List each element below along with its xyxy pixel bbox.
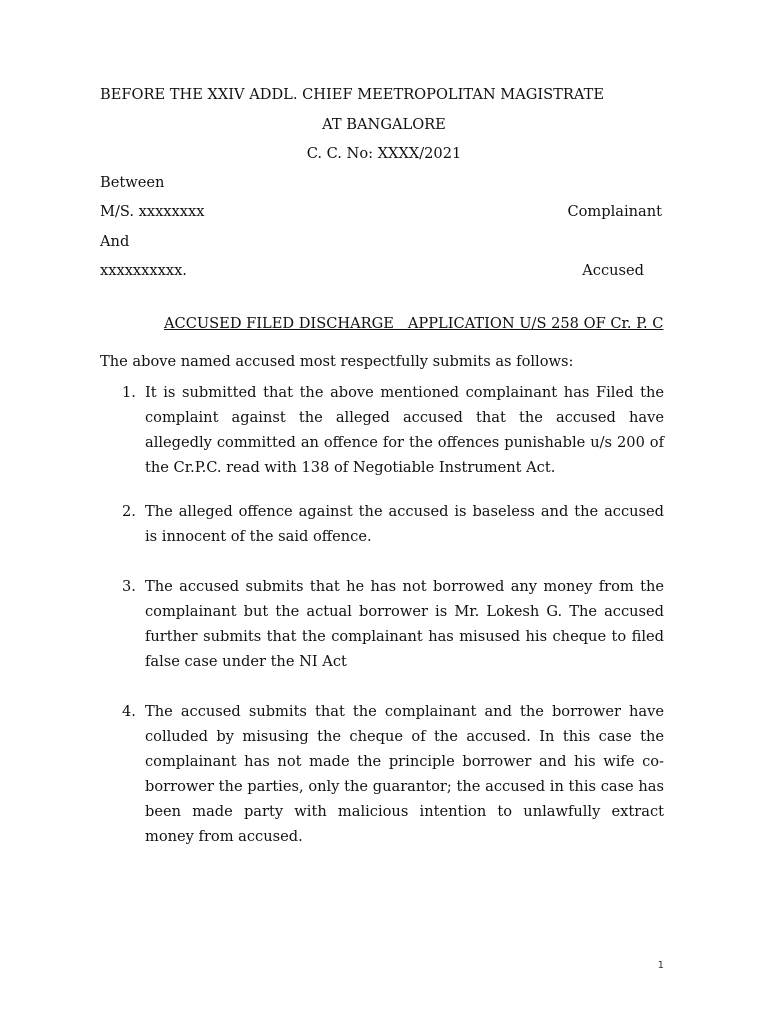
paragraph-text: The accused submits that he has not borrowed any money from the complainant but the actual borrower is Mr. Lokesh G. The accused further submits that the complainant has misused his cheque to filed false case under the NI Act [145, 578, 664, 670]
paragraph-text: The alleged offence against the accused is baseless and the accused is innocent of the said offence. [145, 503, 664, 545]
accused-role: Accused [582, 262, 644, 279]
complainant-role: Complainant [567, 203, 662, 220]
court-place: AT BANGALORE [322, 116, 446, 133]
accused-name: xxxxxxxxxx. [100, 262, 187, 279]
case-number: C. C. No: XXXX/2021 [306, 145, 462, 162]
paragraph-number: 2. [122, 503, 136, 520]
paragraph-text: The accused submits that the complainant and the borrower have colluded by misusing the cheque of the accused. In this case the complainant has not made the principle borrower and his wife co-borrower the parties, only the guarantor; the accused in this case has been made party with malicious intention to unlawfully extract money from accused. [145, 703, 664, 845]
application-heading: ACCUSED FILED DISCHARGE APPLICATION U/S 258 OF Cr. P. C [164, 315, 664, 332]
paragraph-number: 4. [122, 703, 136, 720]
intro-text: The above named accused most respectfully submits as follows: [100, 353, 574, 370]
paragraph-text: It is submitted that the above mentioned complainant has Filed the complaint against the alleged accused that the accused have allegedly committed an offence for the offences punishable u/s 200 of the Cr.P.C. read with 138 of Negotiable Instrument Act. [145, 384, 664, 476]
paragraph-number: 1. [122, 384, 136, 401]
court-title: BEFORE THE XXIV ADDL. CHIEF MEETROPOLITAN MAGISTRATE [100, 86, 605, 103]
complainant-name: M/S. xxxxxxxx [100, 203, 205, 220]
and-label: And [100, 233, 130, 250]
paragraph-number: 3. [122, 578, 136, 595]
between-label: Between [100, 174, 165, 191]
page-number: 1 [657, 960, 664, 971]
